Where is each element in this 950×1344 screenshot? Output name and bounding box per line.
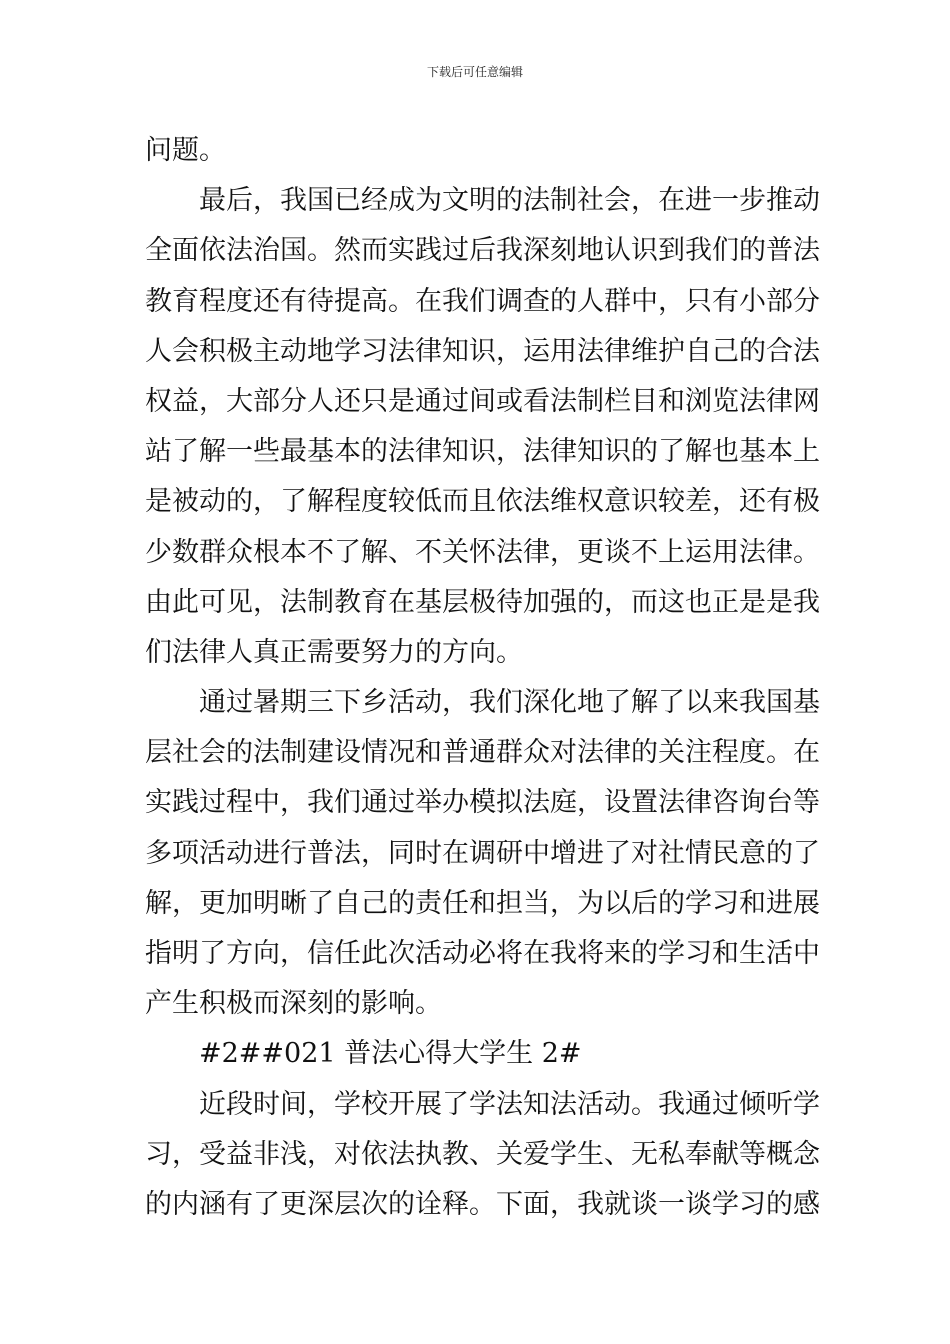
text-line: 们法律人真正需要努力的方向。 — [145, 636, 523, 668]
text-line: 指明了方向，信任此次活动必将在我将来的学习和生活中 — [145, 938, 820, 969]
page-header: 下载后可任意编辑 — [426, 65, 523, 79]
text-line: 权益，大部分人还只是通过间或看法制栏目和浏览法律网 — [145, 385, 820, 417]
text-line: 问题。 — [145, 135, 226, 166]
text-line: 教育程度还有待提高。在我们调查的人群中，只有小部分 — [145, 285, 820, 317]
text-line: 解，更加明晰了自己的责任和担当，为以后的学习和进展 — [145, 887, 820, 919]
text-line: #2##021 普法心得大学生 2# — [199, 1038, 582, 1070]
text-line: 人会积极主动地学习法律知识，运用法律维护自己的合法 — [145, 335, 820, 367]
text-line: 近段时间，学校开展了学法知法活动。我通过倾听学 — [199, 1088, 820, 1120]
text-line: 站了解一些最基本的法律知识，法律知识的了解也基本上 — [145, 436, 820, 468]
text-line: 最后，我国已经成为文明的法制社会，在进一步推动 — [199, 185, 820, 217]
text-line: 实践过程中，我们通过举办模拟法庭，设置法律咨询台等 — [145, 787, 820, 819]
document-body — [145, 126, 820, 1230]
text-line: 是被动的，了解程度较低而且依法维权意识较差，还有极 — [145, 486, 820, 518]
text-line: 的内涵有了更深层次的诠释。下面，我就谈一谈学习的感 — [145, 1188, 820, 1220]
text-line: 由此可见，法制教育在基层极待加强的，而这也正是是我 — [145, 586, 820, 618]
text-line: 少数群众根本不了解、不关怀法律，更谈不上运用法律。 — [145, 536, 820, 568]
text-line: 通过暑期三下乡活动，我们深化地了解了以来我国基 — [199, 687, 820, 719]
text-line: 产生积极而深刻的影响。 — [145, 988, 442, 1020]
text-line: 多项活动进行普法，同时在调研中增进了对社情民意的了 — [145, 837, 820, 869]
text-line: 全面依法治国。然而实践过后我深刻地认识到我们的普法 — [145, 235, 820, 267]
text-line: 层社会的法制建设情况和普通群众对法律的关注程度。在 — [145, 737, 820, 769]
text-line: 习，受益非浅，对依法执教、关爱学生、无私奉献等概念 — [145, 1138, 820, 1170]
